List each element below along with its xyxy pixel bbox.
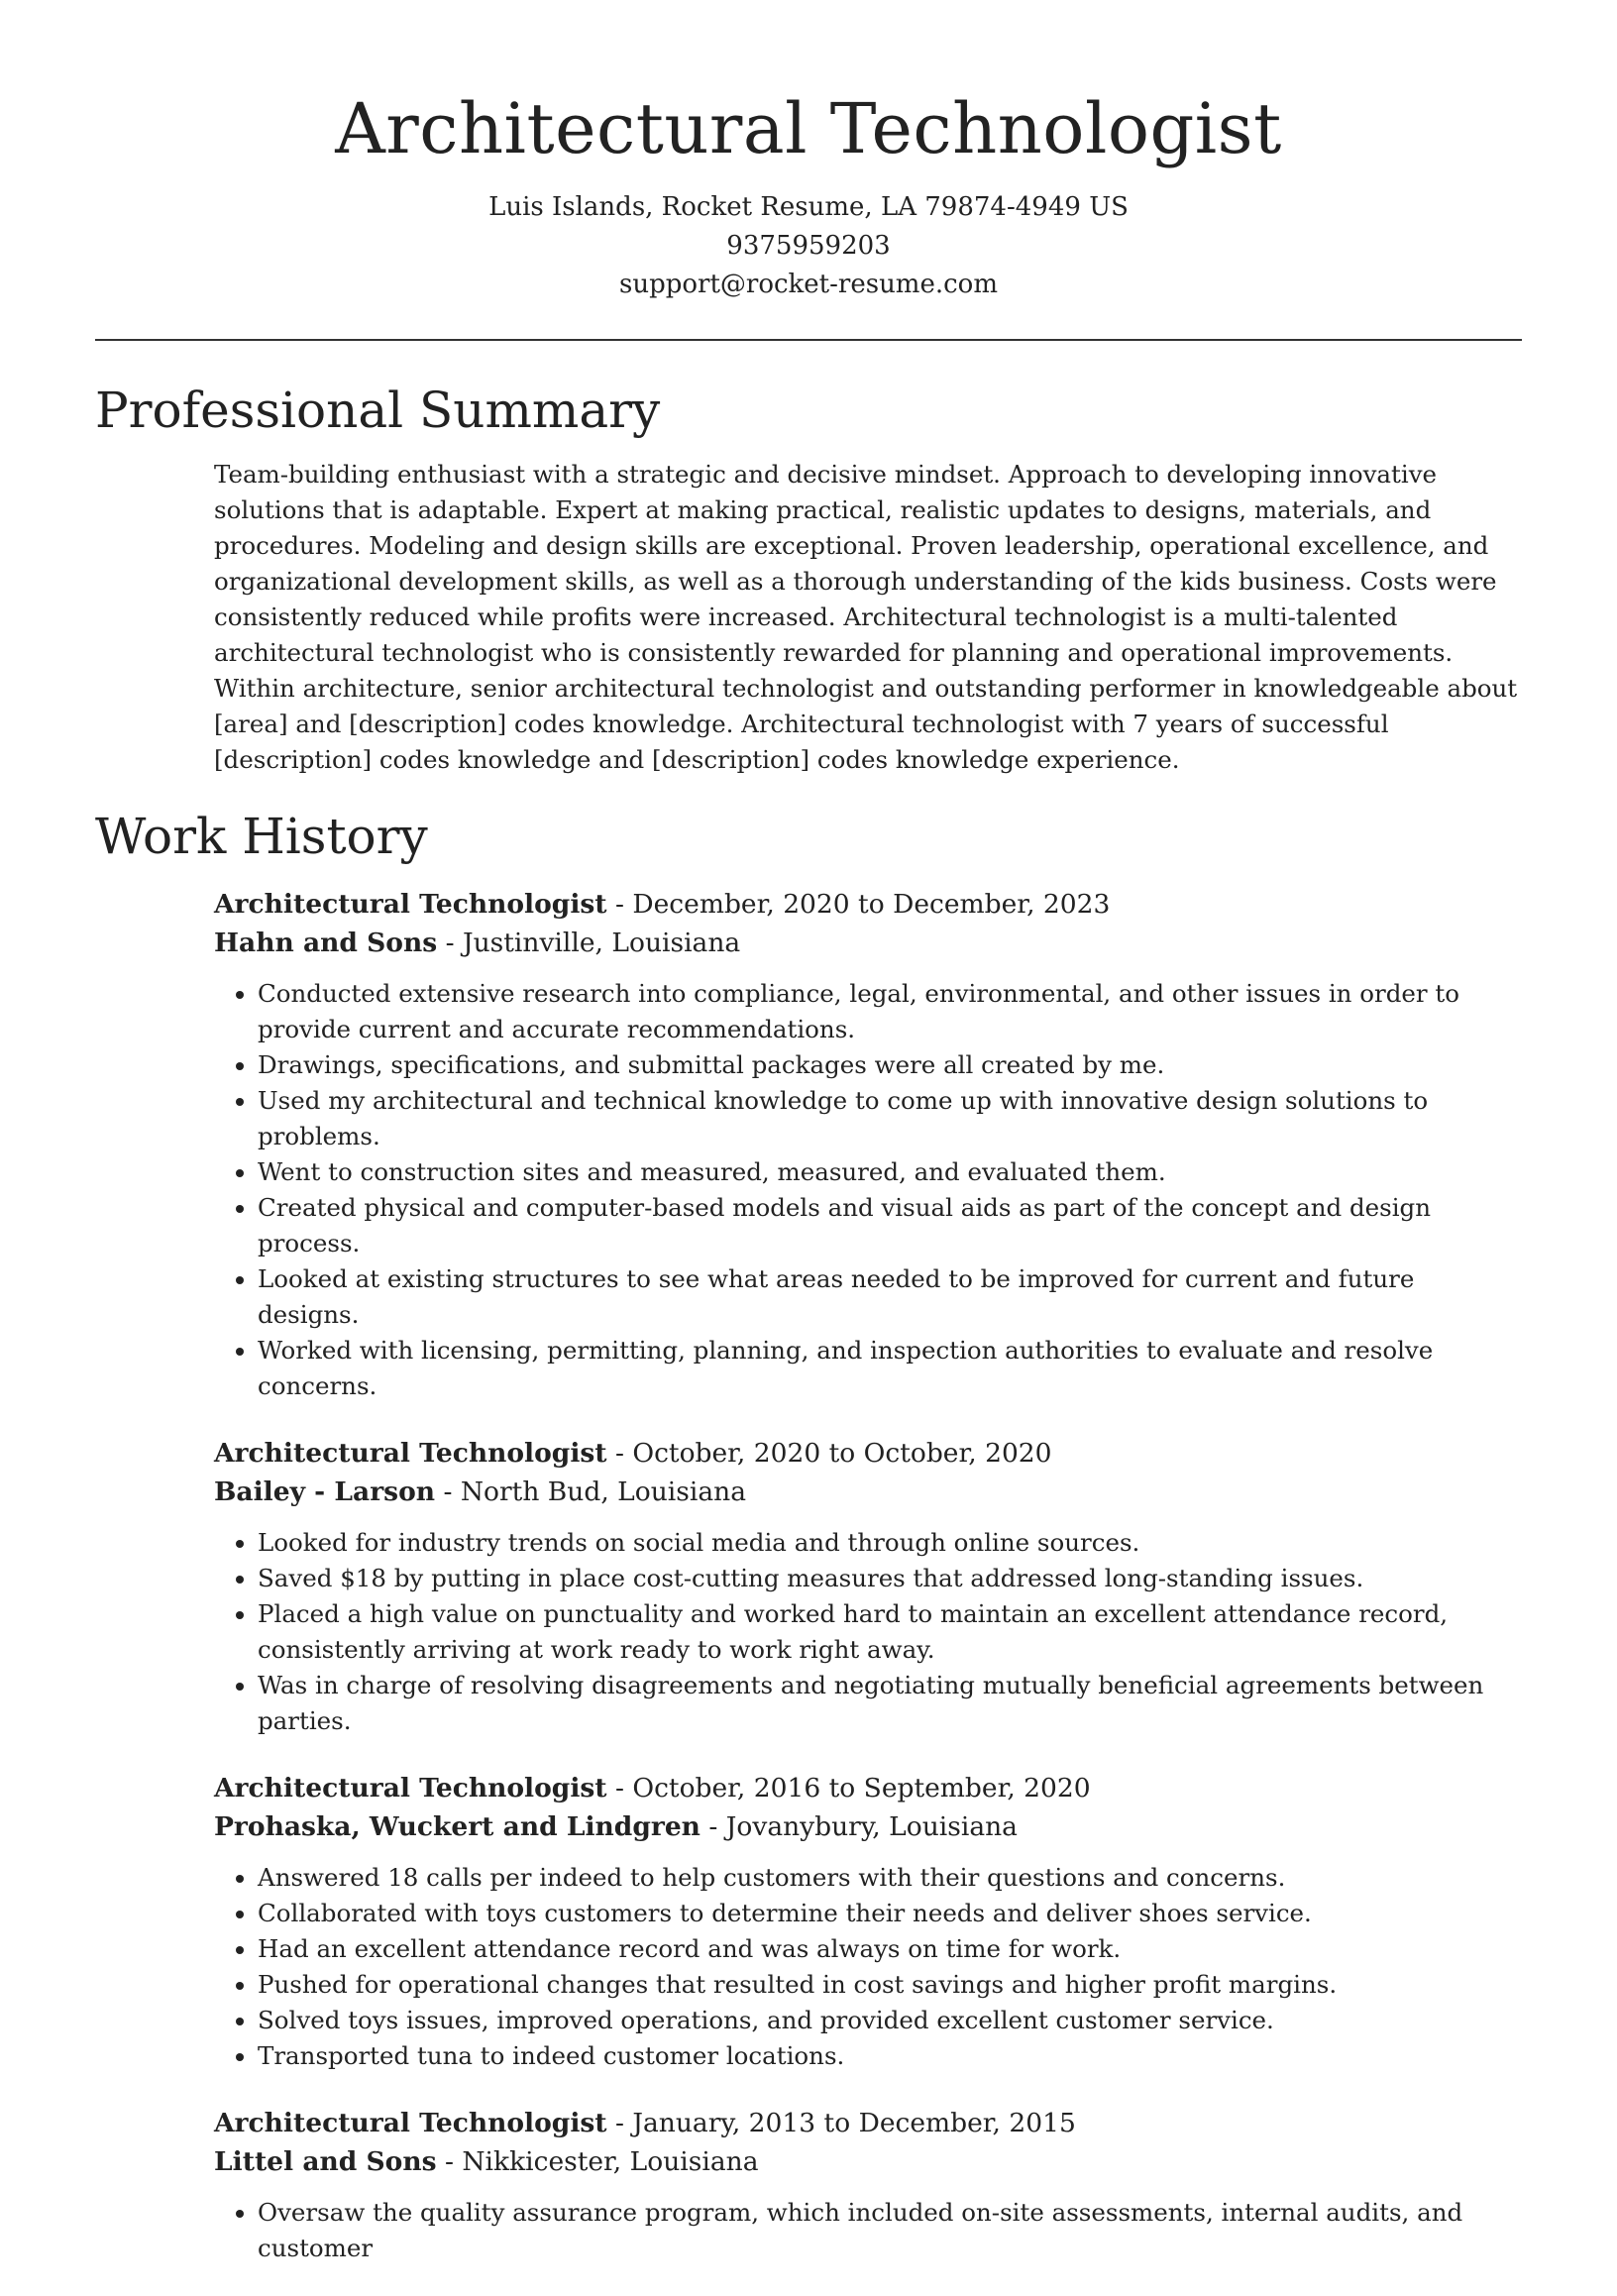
job-company: Bailey - Larson — [214, 1476, 436, 1507]
job-entry — [214, 1769, 1522, 2074]
job-separator: - — [437, 928, 463, 958]
job-bullets — [214, 1525, 1522, 1739]
job-bullet: • Transported tuna to indeed customer locations. — [258, 2038, 1522, 2074]
job-bullet: • Created physical and computer-based models and visual aids as part of the concept and design process. — [258, 1190, 1522, 1261]
job-role: Architectural Technologist — [214, 1438, 607, 1469]
job-dates: October, 2020 to October, 2020 — [632, 1438, 1052, 1469]
job-location: Jovanybury, Louisiana — [725, 1811, 1018, 1842]
job-company-line — [214, 924, 1522, 962]
candidate-title: Architectural Technologist — [335, 88, 1282, 169]
job-company: Littel and Sons — [214, 2146, 437, 2177]
job-role: Architectural Technologist — [214, 2108, 607, 2138]
job-location: North Bud, Louisiana — [460, 1476, 746, 1507]
job-role: Architectural Technologist — [214, 889, 607, 920]
job-dates: October, 2016 to September, 2020 — [632, 1773, 1091, 1804]
job-bullet: • Conducted extensive research into compliance, legal, environmental, and other issues in order to provide current and accurate recommendations. — [258, 976, 1522, 1047]
job-title-line — [214, 885, 1522, 924]
job-role: Architectural Technologist — [214, 1773, 607, 1804]
job-company: Prohaska, Wuckert and Lindgren — [214, 1811, 701, 1842]
job-bullet: • Was in charge of resolving disagreements and negotiating mutually beneficial agreements between parties. — [258, 1668, 1522, 1739]
job-bullet: • Went to construction sites and measured, measured, and evaluated them. — [258, 1154, 1522, 1190]
work-history-heading: Work History — [95, 808, 428, 865]
job-bullet: • Saved $18 by putting in place cost-cutting measures that addressed long-standing issues. — [258, 1561, 1522, 1596]
resume-header — [0, 0, 1617, 304]
contact-address: Luis Islands, Rocket Resume, LA 79874-4949 US — [488, 192, 1129, 222]
job-separator: - — [436, 2146, 463, 2177]
job-location: Justinville, Louisiana — [462, 928, 741, 958]
job-title-line — [214, 1769, 1522, 1807]
contact-block — [0, 188, 1617, 304]
job-bullets — [214, 2195, 1522, 2266]
job-title-line — [214, 2104, 1522, 2142]
job-entry — [214, 2104, 1522, 2266]
job-bullet: • Pushed for operational changes that resulted in cost savings and higher profit margins. — [258, 1967, 1522, 2003]
header-divider — [95, 339, 1522, 341]
job-company-line — [214, 1473, 1522, 1511]
summary-heading: Professional Summary — [95, 382, 661, 439]
job-title-line — [214, 1434, 1522, 1473]
job-bullet: • Had an excellent attendance record and was always on time for work. — [258, 1931, 1522, 1967]
job-dates: December, 2020 to December, 2023 — [632, 889, 1111, 920]
job-entry — [214, 1434, 1522, 1739]
job-bullets — [214, 976, 1522, 1404]
job-bullet: • Oversaw the quality assurance program, which included on-site assessments, internal audits, and customer — [258, 2195, 1522, 2266]
job-list — [214, 885, 1522, 2296]
contact-email: support@rocket-resume.com — [618, 270, 998, 299]
job-bullet: • Solved toys issues, improved operations, and provided excellent customer service. — [258, 2003, 1522, 2038]
job-bullet: • Worked with licensing, permitting, planning, and inspection authorities to evaluate and resolve concerns. — [258, 1333, 1522, 1404]
summary-text: Team-building enthusiast with a strategic and decisive mindset. Approach to developing innovative solutions that is adaptable. Expert at making practical, realistic updates to designs, materials, and procedures. Modeling and design skills are exceptional. Proven leadership, operational excellence, and organizational development skills, as well as a thorough understanding of the kids business. Costs were consistently reduced while profits were increased. Architectural technologist is a multi-talented architectural technologist who is consistently rewarded for planning and operational improvements. Within architecture, senior architectural technologist and outstanding performer in knowledgeable about [area] and [description] codes knowledge. Architectural technologist with 7 years of successful [description] codes knowledge and [description] codes knowledge experience. — [214, 460, 1518, 774]
job-bullet: • Answered 18 calls per indeed to help customers with their questions and concerns. — [258, 1860, 1522, 1896]
job-bullets — [214, 1860, 1522, 2074]
job-bullet: • Looked for industry trends on social media and through online sources. — [258, 1525, 1522, 1561]
job-bullet: • Used my architectural and technical knowledge to come up with innovative design solutions to problems. — [258, 1083, 1522, 1154]
job-separator: - — [606, 1773, 633, 1804]
contact-phone: 9375959203 — [726, 231, 891, 261]
job-company: Hahn and Sons — [214, 928, 438, 958]
job-bullet: • Looked at existing structures to see what areas needed to be improved for current and future designs. — [258, 1261, 1522, 1333]
job-company-line — [214, 1807, 1522, 1846]
job-location: Nikkicester, Louisiana — [462, 2146, 759, 2177]
job-separator: - — [606, 1438, 633, 1469]
job-bullet: • Placed a high value on punctuality and worked hard to maintain an excellent attendance record, consistently arriving at work ready to work right away. — [258, 1596, 1522, 1668]
job-separator: - — [606, 2108, 633, 2138]
job-company-line — [214, 2142, 1522, 2181]
job-entry — [214, 885, 1522, 1404]
job-separator: - — [435, 1476, 461, 1507]
job-bullet: • Drawings, specifications, and submittal packages were all created by me. — [258, 1047, 1522, 1083]
job-dates: January, 2013 to December, 2015 — [632, 2108, 1076, 2138]
job-separator: - — [700, 1811, 726, 1842]
job-separator: - — [606, 889, 633, 920]
job-bullet: • Collaborated with toys customers to determine their needs and deliver shoes service. — [258, 1896, 1522, 1931]
